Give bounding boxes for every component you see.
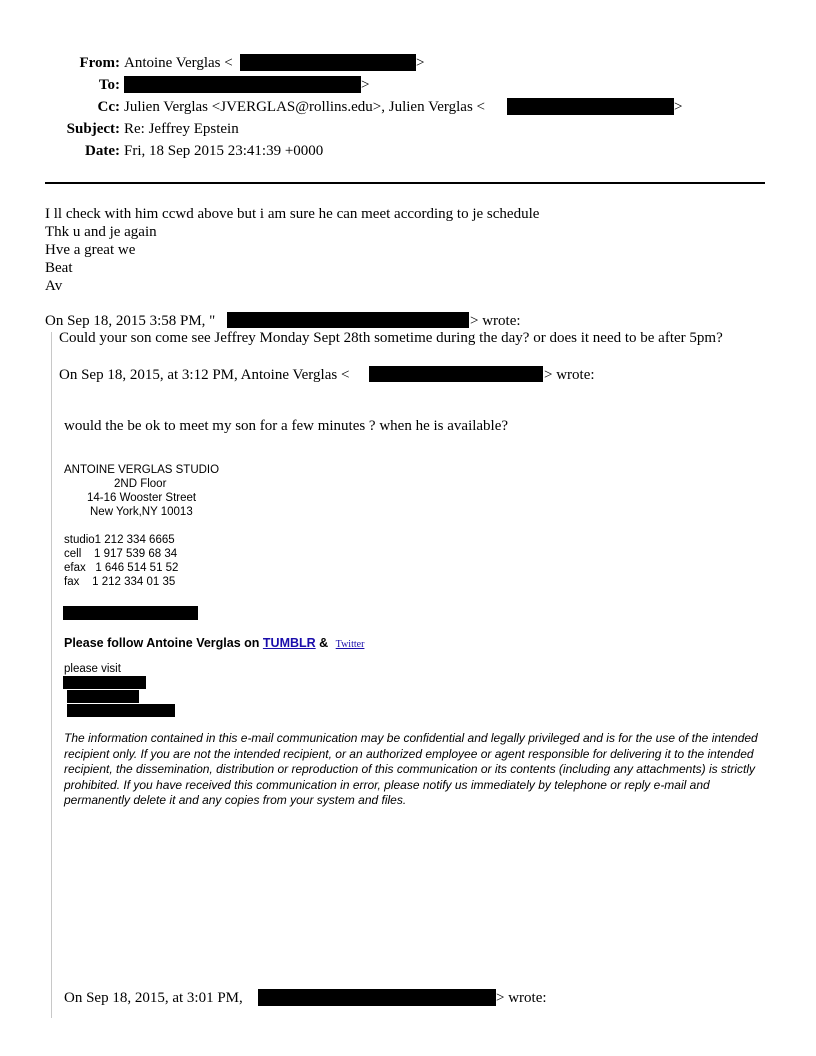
- to-label: To:: [98, 77, 120, 93]
- studio-floor: 2ND Floor: [114, 478, 167, 490]
- quote-intro: On Sep 18, 2015, at 3:12 PM, Antoine Verglas <: [59, 367, 350, 383]
- to-close-bracket: >: [361, 77, 370, 93]
- body-line: Beat: [45, 260, 73, 276]
- cc-label: Cc:: [97, 99, 120, 115]
- quote-intro: On Sep 18, 2015 3:58 PM, ": [45, 313, 216, 329]
- from-close-bracket: >: [416, 55, 425, 71]
- tumblr-link[interactable]: TUMBLR: [262, 636, 316, 650]
- phone-efax: efax 1 646 514 51 52: [64, 562, 179, 574]
- phone-cell: cell 1 917 539 68 34: [64, 548, 178, 560]
- follow-text: Please follow Antoine Verglas on: [64, 636, 260, 650]
- header-divider: [45, 182, 765, 184]
- quote-intro-suffix: > wrote:: [544, 367, 595, 383]
- cc-close-bracket: >: [674, 99, 683, 115]
- redaction-bar: [240, 54, 416, 71]
- redaction-bar: [63, 606, 198, 620]
- from-value: Antoine Verglas <: [124, 55, 233, 71]
- quote-text: Could your son come see Jeffrey Monday Sept 28th sometime during the day? or does it need to be after 5pm?: [59, 330, 723, 346]
- body-line: I ll check with him ccwd above but i am sure he can meet according to je schedule: [45, 206, 540, 222]
- redaction-bar: [67, 704, 175, 717]
- body-line: Thk u and je again: [45, 224, 157, 240]
- quote-intro-suffix: > wrote:: [496, 990, 547, 1006]
- subject-label: Subject:: [66, 121, 120, 137]
- signature-line: Av: [45, 278, 63, 294]
- redaction-bar: [63, 676, 146, 689]
- studio-street: 14-16 Wooster Street: [87, 492, 197, 504]
- confidentiality-disclaimer: The information contained in this e-mail communication may be confidential and legally privileged and is for the use of the intended recipient only. If you are not the intended recipient, or an authorized employee or agent responsible for delivering it to the intended recipient, the dissemination, distribution or reproduction of this communication or its contents (including any attachments) is strictly prohibited. If you have received this communication in error, please notify us immediately by telephone or reply e-mail and permanently delete it and any copies from your system and files.: [64, 731, 758, 807]
- redaction-bar: [258, 989, 496, 1006]
- twitter-link[interactable]: Twitter: [335, 639, 365, 650]
- please-visit: please visit: [64, 663, 121, 675]
- ampersand: &: [319, 636, 329, 650]
- redaction-bar: [227, 312, 469, 328]
- phone-studio: studio1 212 334 6665: [64, 534, 175, 546]
- follow-line: [64, 636, 364, 650]
- body-line: Hve a great we: [45, 242, 136, 258]
- date-value: Fri, 18 Sep 2015 23:41:39 +0000: [124, 143, 324, 159]
- subject-value: Re: Jeffrey Epstein: [124, 121, 239, 137]
- studio-city: New York,NY 10013: [90, 506, 193, 518]
- redaction-bar: [124, 76, 361, 93]
- from-label: From:: [79, 55, 120, 71]
- redaction-bar: [67, 690, 139, 703]
- phone-fax: fax 1 212 334 01 35: [64, 576, 176, 588]
- date-label: Date:: [85, 143, 120, 159]
- quote-intro-suffix: > wrote:: [470, 313, 521, 329]
- quote-intro: On Sep 18, 2015, at 3:01 PM,: [64, 990, 243, 1006]
- redaction-bar: [369, 366, 543, 382]
- quote-text: would the be ok to meet my son for a few minutes ? when he is available?: [64, 418, 509, 434]
- cc-value: Julien Verglas <JVERGLAS@rollins.edu>, Julien Verglas <: [124, 99, 485, 115]
- studio-name: ANTOINE VERGLAS STUDIO: [64, 464, 220, 476]
- quote-bar: [51, 332, 52, 1018]
- redaction-bar: [507, 98, 674, 115]
